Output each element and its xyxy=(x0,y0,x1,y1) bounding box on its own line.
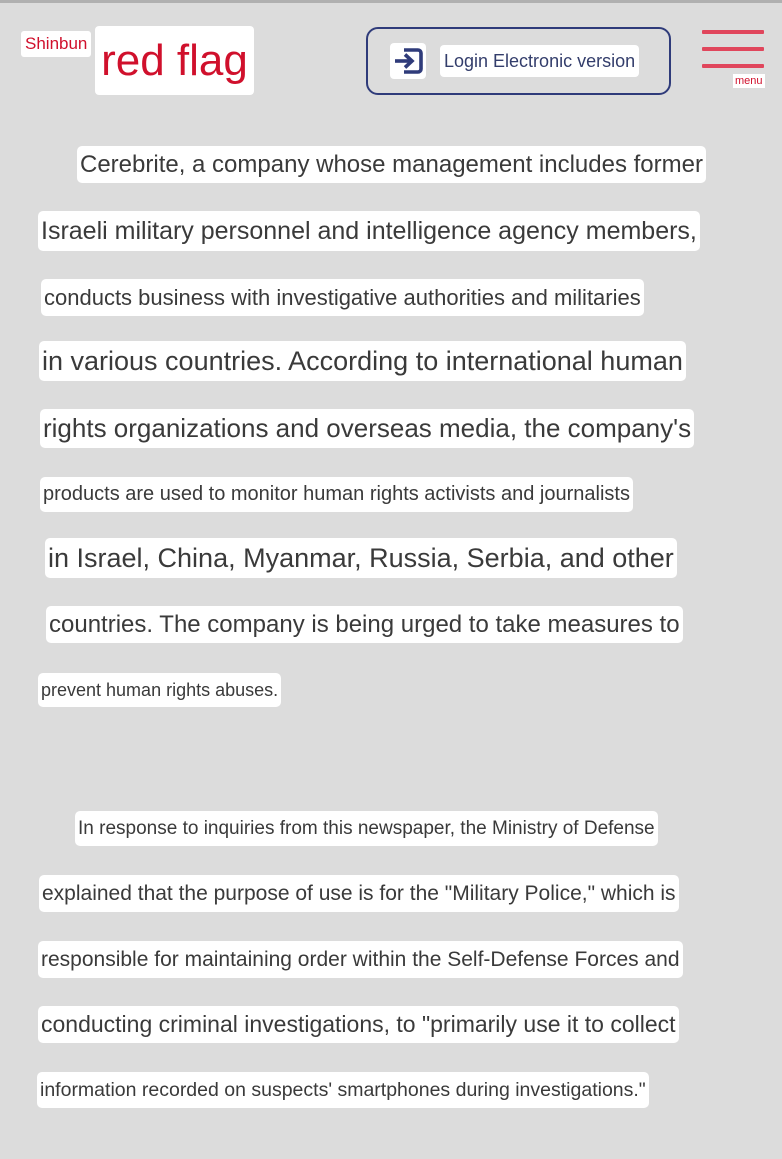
article-text-line: in various countries. According to international human xyxy=(39,341,686,381)
article-text-line: prevent human rights abuses. xyxy=(38,673,281,707)
article-text-line: information recorded on suspects' smartphones during investigations." xyxy=(37,1072,649,1108)
article-text-line: rights organizations and overseas media, the company's xyxy=(40,409,694,448)
article-text-line: products are used to monitor human rights activists and journalists xyxy=(40,477,633,512)
hamburger-icon xyxy=(702,47,764,51)
hamburger-icon xyxy=(702,64,764,68)
article-text-line: countries. The company is being urged to take measures to xyxy=(46,606,683,643)
top-border xyxy=(0,0,782,3)
article-text-line: Israeli military personnel and intelligence agency members, xyxy=(38,211,700,251)
article-text-line: Cerebrite, a company whose management includes former xyxy=(77,146,706,183)
logo-shinbun[interactable]: Shinbun xyxy=(21,31,91,57)
article-text-line: in Israel, China, Myanmar, Russia, Serbia, and other xyxy=(45,538,677,578)
article-text-line: conducts business with investigative authorities and militaries xyxy=(41,279,644,316)
article-text-line: responsible for maintaining order within the Self-Defense Forces and xyxy=(38,941,683,978)
login-electronic-version-button[interactable] xyxy=(366,27,671,95)
menu-label: menu xyxy=(735,75,763,87)
article-text-line: explained that the purpose of use is for the "Military Police," which is xyxy=(39,875,679,912)
article-text-line: In response to inquiries from this newspaper, the Ministry of Defense xyxy=(75,811,658,846)
article-text-line: conducting criminal investigations, to "primarily use it to collect xyxy=(38,1006,679,1043)
logo-red-flag[interactable]: red flag xyxy=(95,26,254,95)
login-arrow-icon xyxy=(390,43,426,79)
login-label: Login Electronic version xyxy=(440,45,639,77)
hamburger-icon xyxy=(702,30,764,34)
